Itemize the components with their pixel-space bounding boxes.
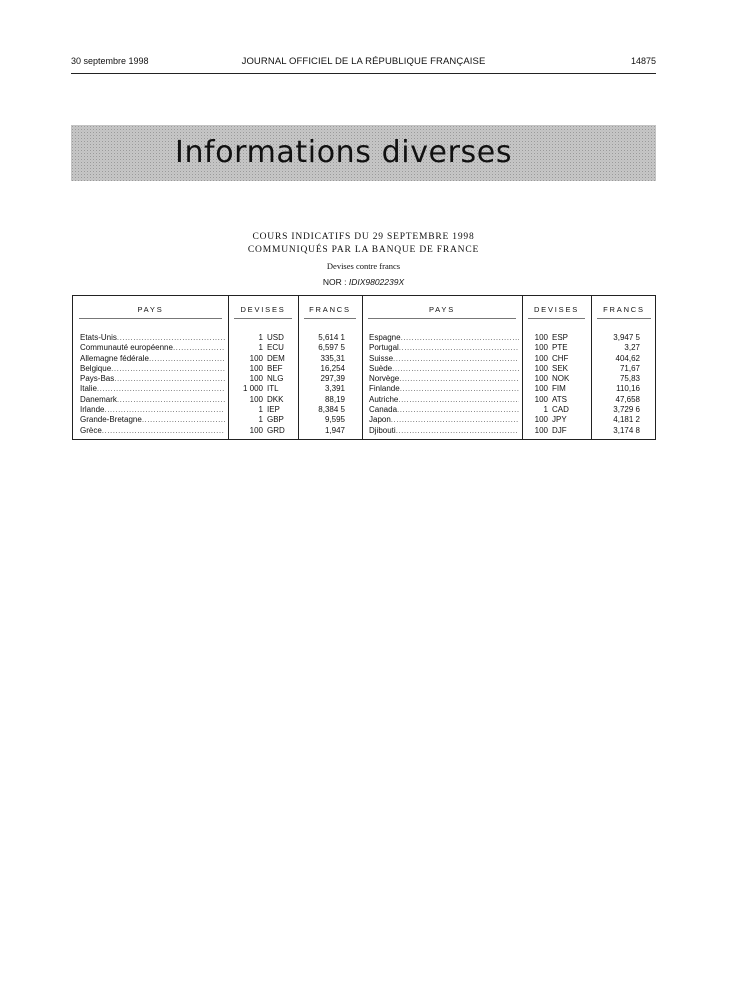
currency-quantity: 1 [543,405,548,415]
currency-quantity: 1 [258,343,263,353]
currency-code: CAD [552,405,569,415]
journal-title: JOURNAL OFFICIEL DE LA RÉPUBLIQUE FRANÇAISE [241,56,486,67]
header-pays-right: PAYS [428,305,456,314]
currency-code: IEP [267,405,280,415]
column-divider [362,296,363,439]
currency-quantity: 100 [249,374,263,384]
exchange-rate: 6,597 5 [318,343,345,353]
notice-subtitle: Devises contre francs [326,261,401,271]
nor-label: NOR : [322,277,349,287]
exchange-rate: 5,614 1 [318,333,345,342]
currency-quantity: 1 [258,333,263,342]
exchange-rate: 4,181 2 [613,415,640,425]
currency-quantity: 100 [534,415,548,425]
currency-quantity: 100 [534,394,548,404]
currency-code: PTE [552,343,568,353]
currency-code: USD [267,333,284,342]
notice-source: COMMUNIQUÉS PAR LA BANQUE DE FRANCE [247,245,480,255]
country-name: Autriche ..... [369,395,519,405]
exchange-rate: 3,27 [624,343,640,353]
currency-code: GBP [267,415,284,425]
country-name: Suède ..... [369,364,519,374]
page-header [71,56,656,70]
header-underline [528,318,585,319]
notice-title: COURS INDICATIFS DU 29 SEPTEMBRE 1998 [252,232,475,242]
country-name: Portugal ..... [369,343,519,353]
header-underline [368,318,516,319]
exchange-rate: 8,384 5 [318,405,345,415]
currency-quantity: 1 [258,405,263,415]
currency-quantity: 100 [534,384,548,394]
country-name: Japon ..... [369,415,519,425]
country-name: Grande-Bretagne ..... [80,415,225,425]
left-rate-column [301,333,345,436]
column-divider [228,296,229,439]
header-pays-left: PAYS [137,305,164,314]
currency-code: SEK [552,363,569,373]
country-name: Danemark ..... [80,395,225,405]
right-quantity-column [525,333,548,436]
header-francs-left: FRANCS [309,305,351,314]
exchange-rate: 3,174 8 [613,425,640,435]
exchange-rate: 404,62 [615,353,640,363]
country-name: Grèce ..... [80,426,225,436]
exchange-rate: 75,83 [619,374,640,384]
currency-code: ECU [267,343,284,353]
exchange-rate: 335,31 [320,353,345,363]
exchange-rate: 16,254 [320,363,345,373]
country-name: Norvège ..... [369,374,519,384]
issue-date: 30 septembre 1998 [71,56,149,66]
right-rate-column [595,333,640,436]
exchange-rate: 3,947 5 [613,333,640,342]
country-name: Finlande ..... [369,384,519,394]
currency-code: CHF [552,353,569,363]
currency-quantity: 100 [249,394,263,404]
currency-quantity: 100 [534,333,548,342]
column-divider [298,296,299,439]
currency-code: NLG [267,374,284,384]
country-name: Belgique ..... [80,364,225,374]
country-name: Espagne ..... [369,333,519,343]
country-name: Suisse ..... [369,354,519,364]
right-country-column [369,333,519,436]
currency-quantity: 100 [249,353,263,363]
exchange-rate: 3,391 [324,384,345,394]
exchange-rate: 71,67 [619,363,640,373]
page-number: 14875 [630,56,656,66]
country-name: Djibouti ..... [369,426,519,436]
exchange-rate: 297,39 [320,374,345,384]
country-name: Etats-Unis ..... [80,333,225,343]
exchange-rate: 88,19 [324,394,345,404]
header-underline [304,318,356,319]
currency-quantity: 1 [258,415,263,425]
left-country-column [80,333,225,436]
header-underline [597,318,651,319]
exchange-rate: 9,595 [324,415,345,425]
left-quantity-column [233,333,263,436]
exchange-rate: 3,729 6 [613,405,640,415]
country-name: Communauté européenne ..... [80,343,225,353]
currency-code: ATS [552,394,567,404]
header-devises-right: DEVISES [533,305,580,314]
currency-code: ESP [552,333,569,342]
currency-code: DEM [267,353,285,363]
country-name: Canada ..... [369,405,519,415]
currency-code: BEF [267,363,283,373]
header-francs-right: FRANCS [603,305,645,314]
exchange-rates-table [72,295,656,440]
country-name: Pays-Bas ..... [80,374,225,384]
currency-quantity: 100 [534,374,548,384]
currency-quantity: 100 [534,353,548,363]
nor-reference [71,277,656,287]
currency-code: DKK [267,394,284,404]
column-divider [591,296,592,439]
currency-quantity: 100 [249,425,263,435]
header-devises-left: DEVISES [240,305,286,314]
currency-code: ITL [267,384,279,394]
right-code-column [552,333,582,436]
section-banner [71,125,656,181]
section-title: Informations diverses [175,135,513,170]
header-rule [71,73,656,74]
exchange-rate: 1,947 [324,425,345,435]
currency-code: JPY [552,415,567,425]
currency-code: NOK [552,374,570,384]
header-underline [79,318,222,319]
currency-quantity: 100 [534,425,548,435]
header-underline [234,318,292,319]
currency-quantity: 100 [534,363,548,373]
currency-quantity: 1 000 [242,384,263,394]
currency-quantity: 100 [249,363,263,373]
left-code-column [267,333,295,436]
column-divider [522,296,523,439]
exchange-rate: 110,16 [616,384,640,394]
currency-code: GRD [267,425,285,435]
exchange-rate: 47,658 [615,394,640,404]
country-name: Italie ..... [80,384,225,394]
nor-value: IDIX9802239X [348,277,405,287]
country-name: Allemagne fédérale ..... [80,354,225,364]
currency-code: DJF [552,425,567,435]
country-name: Irlande ..... [80,405,225,415]
currency-code: FIM [552,384,566,394]
currency-quantity: 100 [534,343,548,353]
